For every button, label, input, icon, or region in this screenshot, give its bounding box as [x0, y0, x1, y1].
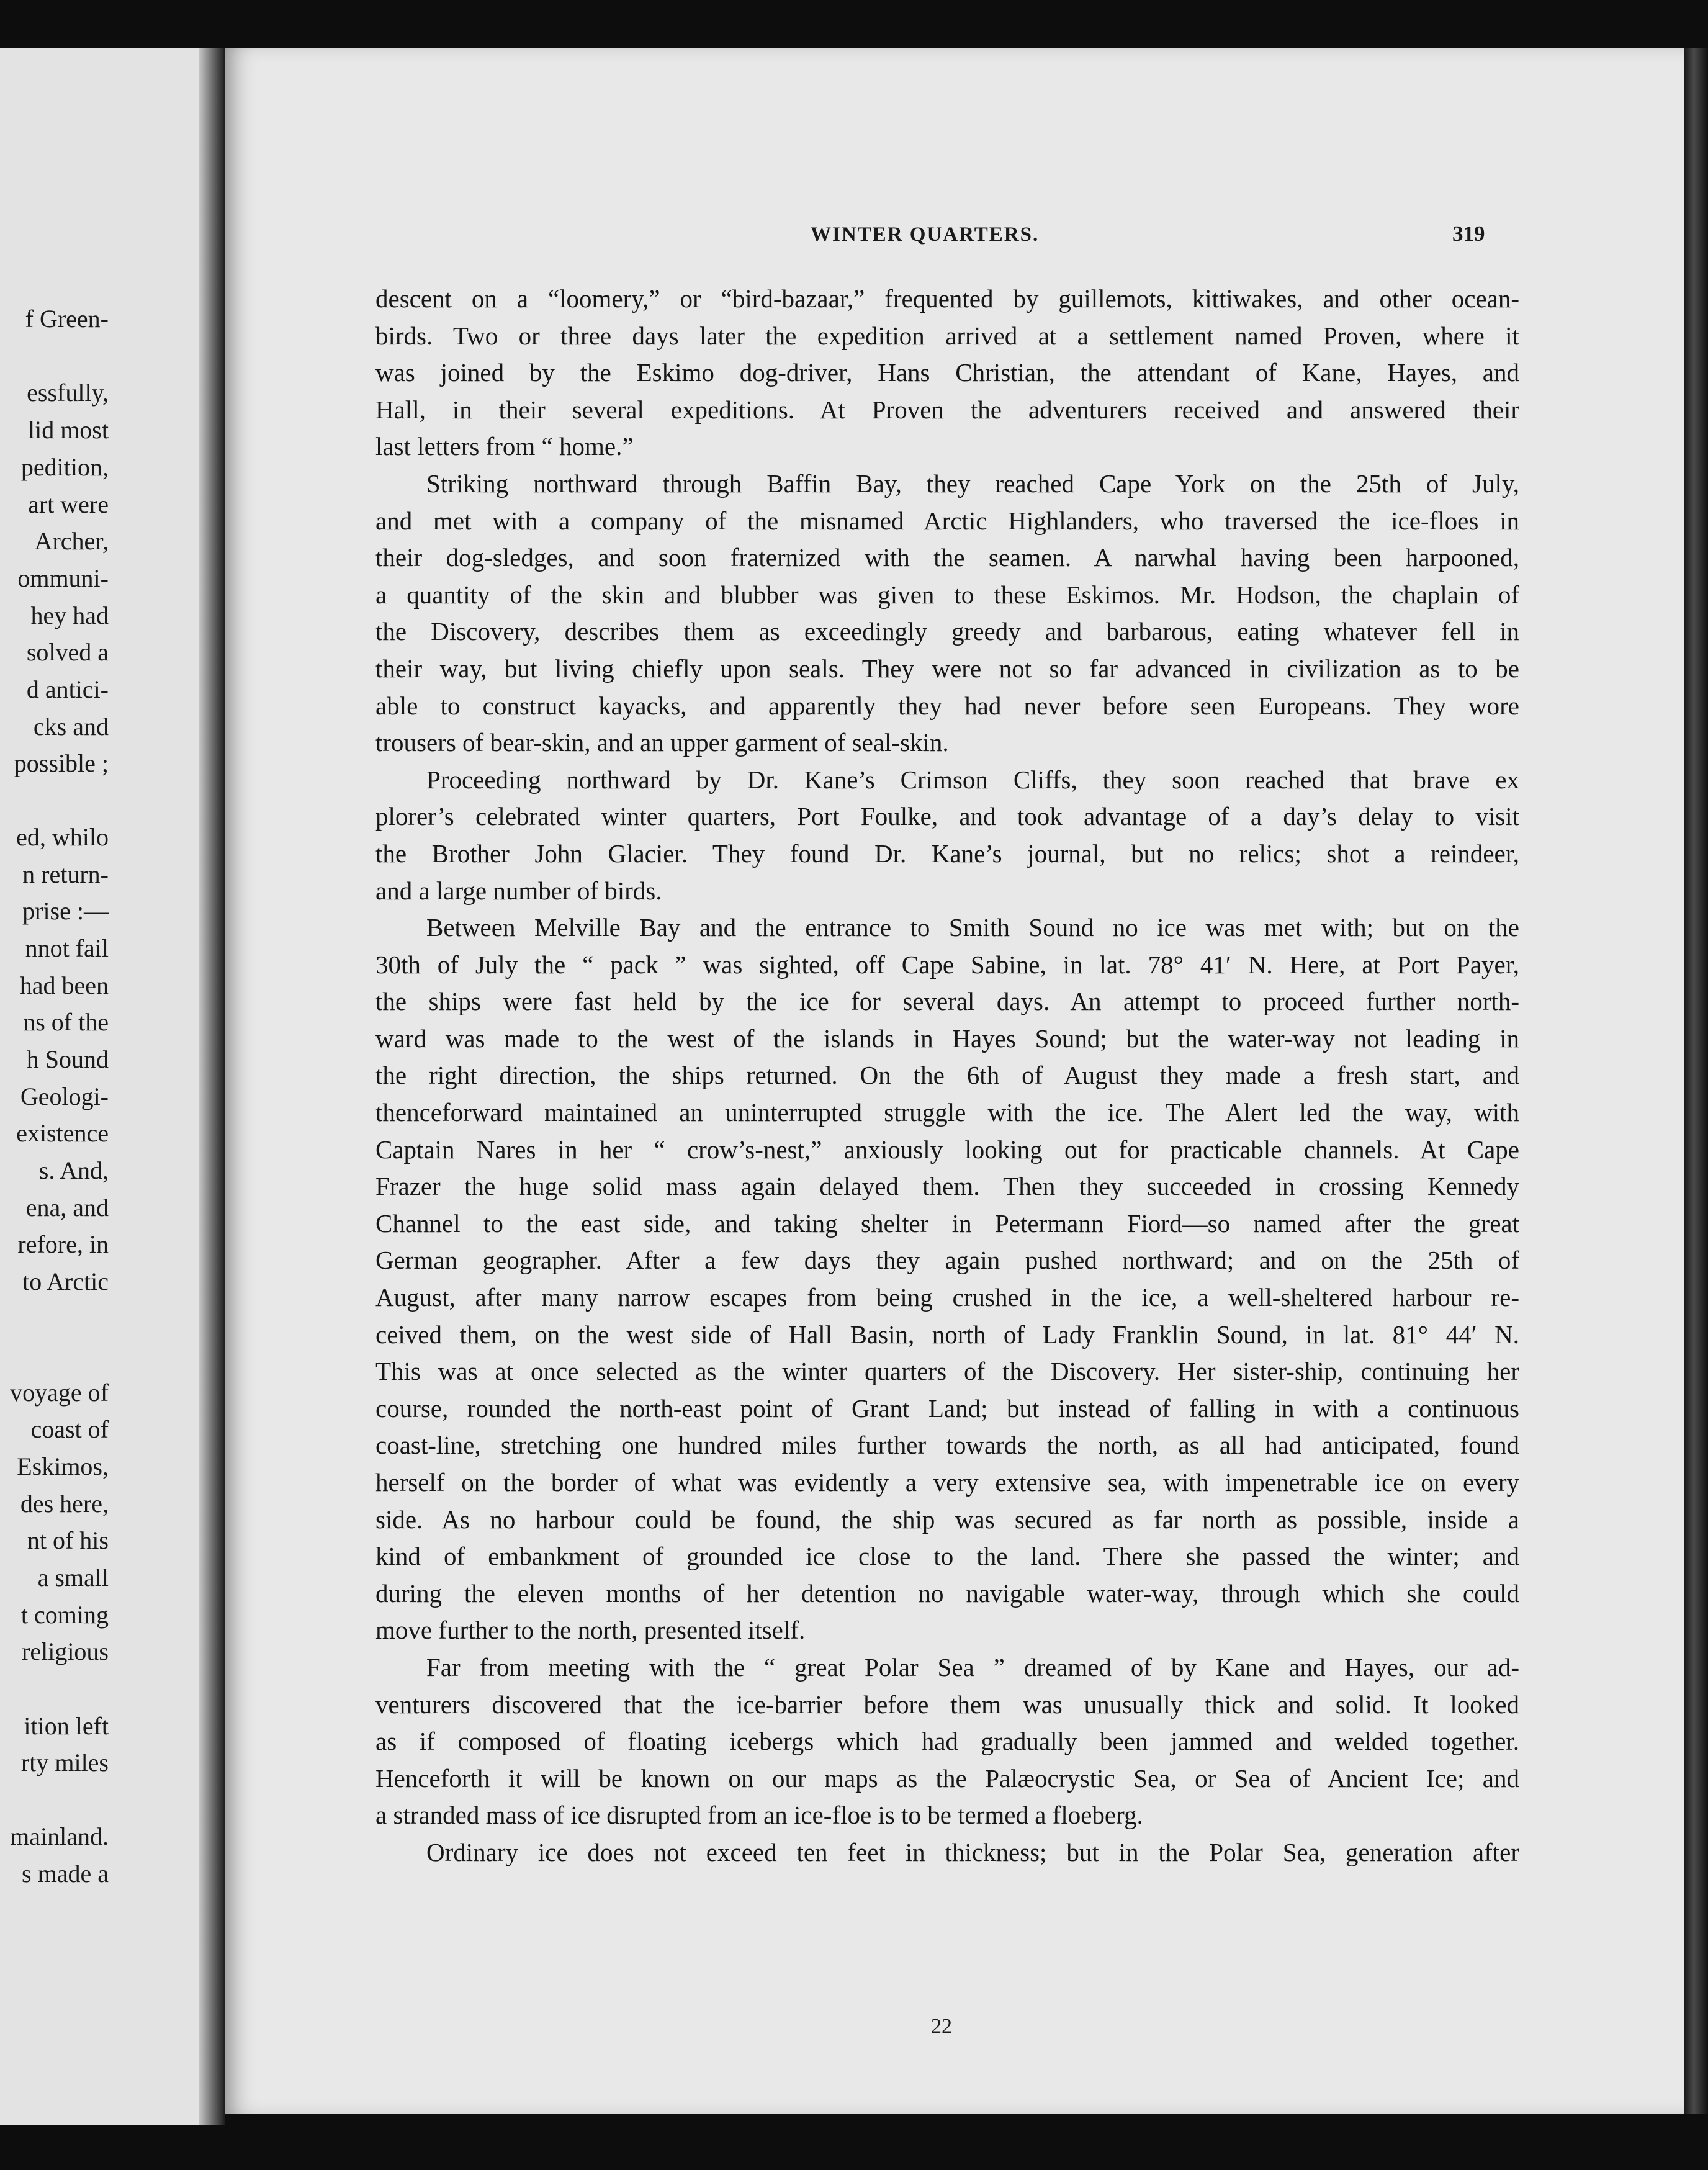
left-page-fragment: pedition,	[20, 453, 109, 481]
left-page-fragment: ns of the	[23, 1008, 109, 1036]
left-page-fragment: had been	[19, 971, 109, 999]
left-page-fragment: des here,	[20, 1490, 109, 1518]
signature-mark: 22	[931, 2015, 952, 2038]
text-line: kind of embankment of grounded ice close to the land. There she passed the winter; and	[375, 1542, 1519, 1571]
left-page-fragment: Archer,	[34, 527, 109, 555]
text-line: course, rounded the north-east point of Grant Land; but instead of falling in with a continuous	[375, 1393, 1519, 1423]
left-page-fragment: nt of his	[27, 1526, 109, 1554]
left-page-fragment: Geologi-	[20, 1083, 109, 1110]
text-line: Striking northward through Baffin Bay, they reached Cape York on the 25th of July,	[426, 469, 1519, 498]
text-line: Channel to the east side, and taking shelter in Petermann Fiord—so named after the great	[375, 1209, 1519, 1238]
left-page-fragment: essfully,	[27, 379, 109, 407]
left-page-fragment: mainland.	[10, 1822, 109, 1850]
text-line: herself on the border of what was evidently a very extensive sea, with impenetrable ice on every	[375, 1468, 1519, 1497]
text-line: move further to the north, presented itself.	[375, 1616, 806, 1645]
left-page-fragment: to Arctic	[22, 1267, 109, 1295]
text-line: a quantity of the skin and blubber was given to these Eskimos. Mr. Hodson, the chaplain of	[375, 580, 1519, 609]
text-line: last letters from “ home.”	[375, 432, 634, 461]
text-line: during the eleven months of her detention no navigable water-way, through which she could	[375, 1578, 1519, 1608]
text-line: 30th of July the “ pack ” was sighted, off Cape Sabine, in lat. 78° 41′ N. Here, at Port Payer,	[375, 950, 1519, 979]
text-line: Far from meeting with the “ great Polar Sea ” dreamed of by Kane and Hayes, our ad-	[426, 1652, 1519, 1682]
left-page-fragment: possible ;	[14, 749, 109, 777]
text-line: Captain Nares in her “ crow’s-nest,” anxiously looking out for practicable channels. At Cape	[375, 1135, 1519, 1164]
left-page-fragment: voyage of	[10, 1379, 109, 1407]
text-line: birds. Two or three days later the expedition arrived at a settlement named Proven, where it	[375, 321, 1519, 350]
book-gutter	[199, 48, 225, 2125]
text-line: their way, but living chiefly upon seals. They were not so far advanced in civilization as to be	[375, 654, 1519, 683]
left-page-fragment: existence	[16, 1119, 109, 1147]
left-page-fragment: prise :—	[22, 897, 109, 925]
left-page-fragment: coast of	[30, 1415, 109, 1443]
text-line: Frazer the huge solid mass again delayed them. Then they succeeded in crossing Kennedy	[375, 1172, 1519, 1201]
text-line: This was at once selected as the winter quarters of the Discovery. Her sister-ship, continuing her	[375, 1357, 1519, 1386]
text-line: descent on a “loomery,” or “bird-bazaar,” frequented by guillemots, kittiwakes, and other ocean-	[375, 284, 1519, 313]
text-line: and a large number of birds.	[375, 876, 662, 905]
text-line: able to construct kayacks, and apparently they had never before seen Europeans. They wore	[375, 691, 1519, 720]
left-page-fragment: nnot fail	[25, 934, 109, 962]
text-line: a stranded mass of ice disrupted from an ice-floe is to be termed a floeberg.	[375, 1801, 1143, 1830]
text-line: the ships were fast held by the ice for several days. An attempt to proceed further north-	[375, 987, 1519, 1016]
text-line: their dog-sledges, and soon fraternized with the seamen. A narwhal having been harpooned,	[375, 543, 1519, 572]
left-page-fragment: cks and	[33, 713, 109, 741]
left-page-fragment: Eskimos,	[17, 1452, 109, 1480]
body-text	[375, 281, 1519, 1871]
text-line: and met with a company of the misnamed Arctic Highlanders, who traversed the ice-floes in	[375, 506, 1519, 535]
text-line: venturers discovered that the ice-barrier before them was unusually thick and solid. It looked	[375, 1690, 1519, 1719]
left-page-fragment: refore, in	[17, 1230, 109, 1258]
text-line: coast-line, stretching one hundred miles further towards the north, as all had anticipated, found	[375, 1431, 1519, 1460]
running-head: WINTER QUARTERS.	[811, 223, 1040, 246]
left-page-fragment: art were	[28, 490, 109, 518]
left-page-fragment: religious	[22, 1637, 109, 1665]
text-line: Ordinary ice does not exceed ten feet in thickness; but in the Polar Sea, generation after	[426, 1837, 1519, 1866]
text-line: August, after many narrow escapes from being crushed in the ice, a well-sheltered harbour re-	[375, 1283, 1519, 1312]
left-page-fragment: a small	[37, 1564, 109, 1591]
text-line: the Discovery, describes them as exceedingly greedy and barbarous, eating whatever fell in	[375, 617, 1519, 646]
left-page-fragment: s. And,	[38, 1156, 109, 1184]
left-page-fragment: f Green-	[25, 305, 109, 333]
text-line: side. As no harbour could be found, the ship was secured as far north as possible, inside a	[375, 1505, 1519, 1534]
left-page-fragment: t coming	[20, 1601, 109, 1629]
text-line: ceived them, on the west side of Hall Basin, north of Lady Franklin Sound, in lat. 81° 44′ N.	[375, 1320, 1519, 1349]
left-page-fragment: rty miles	[20, 1749, 109, 1776]
text-line: Between Melville Bay and the entrance to Smith Sound no ice was met with; but on the	[426, 913, 1519, 942]
left-page-fragment: ena, and	[25, 1194, 109, 1222]
text-line: Hall, in their several expeditions. At Proven the adventurers received and answered their	[375, 395, 1519, 424]
page-edge	[1684, 48, 1708, 2114]
text-line: plorer’s celebrated winter quarters, Port Foulke, and took advantage of a day’s delay to visit	[375, 802, 1519, 831]
text-line: Proceeding northward by Dr. Kane’s Crimson Cliffs, they soon reached that brave ex	[426, 765, 1519, 794]
left-page-fragment: ed, whilo	[16, 823, 109, 851]
page-number: 319	[1452, 222, 1485, 246]
text-line: trousers of bear-skin, and an upper garment of seal-skin.	[375, 728, 949, 757]
left-page-fragment: ommuni-	[17, 564, 109, 592]
left-page-fragment: lid most	[27, 416, 109, 444]
left-page-fragment: solved a	[26, 638, 109, 666]
text-line: was joined by the Eskimo dog-driver, Hans Christian, the attendant of Kane, Hayes, and	[375, 358, 1519, 387]
left-page	[0, 48, 211, 2125]
left-page-fragment: hey had	[30, 601, 109, 629]
left-page-fragment: h Sound	[26, 1045, 109, 1073]
left-page-fragment: s made a	[22, 1860, 109, 1888]
text-line: the right direction, the ships returned. On the 6th of August they made a fresh start, and	[375, 1061, 1519, 1090]
text-line: Henceforth it will be known on our maps as the Palæocrystic Sea, or Sea of Ancient Ice; and	[375, 1763, 1519, 1793]
text-line: thenceforward maintained an uninterrupted struggle with the ice. The Alert led the way, with	[375, 1098, 1519, 1127]
text-line: German geographer. After a few days they again pushed northward; and on the 25th of	[375, 1246, 1519, 1275]
text-line: ward was made to the west of the islands in Hayes Sound; but the water-way not leading in	[375, 1024, 1519, 1053]
text-line: as if composed of floating icebergs which had gradually been jammed and welded together.	[375, 1727, 1519, 1756]
text-line: the Brother John Glacier. They found Dr. Kane’s journal, but no relics; shot a reindeer,	[375, 839, 1519, 868]
left-page-fragment: n return-	[22, 860, 109, 888]
left-page-fragment: ition left	[24, 1712, 109, 1740]
left-page-fragment: d antici-	[26, 675, 109, 703]
